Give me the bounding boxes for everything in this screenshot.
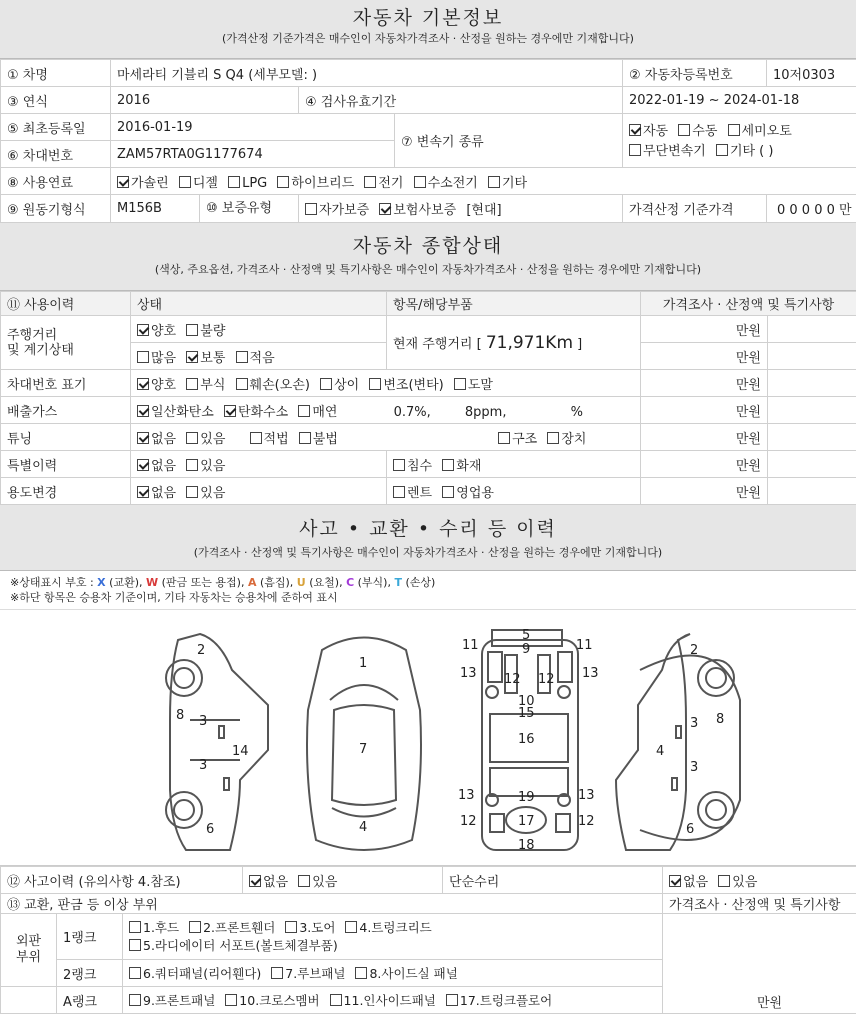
special-opt-flood[interactable]: 침수 — [393, 459, 432, 474]
rank1-item-door[interactable]: 3.도어 — [285, 920, 335, 935]
exchange-label: ⑬ 교환, 판금 등 이상 부위 — [1, 894, 663, 914]
price-basis-label: 가격산정 기준가격 — [623, 195, 767, 223]
part-num-19-under: 19 — [518, 790, 535, 805]
trans-opt-semi[interactable]: 세미오토 — [728, 124, 792, 139]
mileage-opt-many[interactable]: 많음 — [137, 351, 176, 366]
basic-info-title: 자동차 기본정보 — [352, 7, 504, 29]
checkbox-icon[interactable] — [330, 994, 342, 1006]
emission-label: 배출가스 — [1, 397, 131, 424]
part-num-7-top: 7 — [359, 742, 368, 757]
rankA-label: A랭크 — [57, 987, 123, 1014]
checkbox-icon[interactable] — [716, 144, 728, 156]
emission-opt-co[interactable]: 일산화탄소 — [137, 405, 214, 420]
usage-opt-rent[interactable]: 렌트 — [393, 486, 432, 501]
checkbox-icon[interactable] — [137, 486, 149, 498]
part-num-4-right: 4 — [656, 744, 665, 759]
checkbox-icon[interactable] — [129, 967, 141, 979]
fuel-opt-gasoline[interactable]: 가솔린 — [117, 176, 169, 191]
special-label: 특별이력 — [1, 451, 131, 478]
special-price: 만원 — [641, 451, 768, 478]
part-num-3b-right: 3 — [690, 760, 699, 775]
warranty-opt-self[interactable]: 자가보증 — [305, 203, 369, 218]
legend-a: A (흠집), — [247, 576, 297, 589]
vin-label: ⑥ 차대번호 — [1, 141, 111, 168]
vin-mark-label: 차대번호 표기 — [1, 370, 131, 397]
exchange-price-cell — [663, 914, 856, 1014]
vin-mark-opt-good[interactable]: 양호 — [137, 378, 176, 393]
tuning-label: 튜닝 — [1, 424, 131, 451]
rankA-item-inside-panel[interactable]: 11.인사이드패널 — [330, 993, 436, 1008]
warranty-opt-insurer[interactable]: 보험사보증 — [379, 203, 456, 218]
accident-title: 사고 • 교환 • 수리 등 이력 — [299, 518, 557, 540]
part-num-5-under: 5 — [522, 628, 531, 643]
emission-hc-value: 8ppm, — [464, 404, 507, 420]
part-num-12d-under: 12 — [578, 814, 595, 829]
checkbox-icon[interactable] — [186, 486, 198, 498]
rank2-label: 2랭크 — [57, 960, 123, 987]
mileage-price-2: 만원 — [641, 343, 768, 370]
transmission-options — [623, 114, 856, 168]
part-num-12b-under: 12 — [538, 672, 555, 687]
tuning-price: 만원 — [641, 424, 768, 451]
checkbox-icon[interactable] — [498, 432, 510, 444]
checkbox-icon[interactable] — [137, 405, 149, 417]
emission-pct: % — [570, 404, 583, 420]
usage-opt-none[interactable]: 없음 — [137, 486, 176, 501]
blank-cell — [1, 987, 57, 1014]
fuel-opt-electric[interactable]: 전기 — [364, 176, 403, 191]
blank-cell — [768, 397, 856, 424]
vin-mark-opt-corrosion[interactable]: 부식 — [186, 378, 225, 393]
checkbox-icon[interactable] — [137, 459, 149, 471]
rank1-item-radiator-support[interactable]: 5.라디에이터 서포트(볼트체결부품) — [129, 938, 338, 953]
part-num-3a-left: 3 — [199, 714, 208, 729]
checkbox-icon[interactable] — [117, 176, 129, 188]
basic-info-header — [0, 0, 856, 59]
tuning-options — [131, 424, 641, 451]
mileage-opt-few[interactable]: 적음 — [236, 351, 275, 366]
legend-u: U (요철), — [296, 576, 347, 589]
fuel-opt-hybrid[interactable]: 하이브리드 — [277, 176, 354, 191]
checkbox-icon[interactable] — [271, 967, 283, 979]
first-reg-label: ⑤ 최초등록일 — [1, 114, 111, 141]
status-title: 자동차 종합상태 — [352, 235, 504, 257]
checkbox-icon[interactable] — [129, 921, 141, 933]
rankA-items — [123, 987, 663, 1014]
accident-opt-yes[interactable]: 있음 — [298, 875, 337, 890]
rank1-item-trunk-lid[interactable]: 4.트렁크리드 — [345, 920, 431, 935]
checkbox-icon[interactable] — [277, 176, 289, 188]
blank-cell — [768, 370, 856, 397]
checkbox-icon[interactable] — [186, 459, 198, 471]
exchange-price-unit: 만원 — [756, 996, 783, 1011]
special-opt-yes[interactable]: 있음 — [186, 459, 225, 474]
checkbox-icon[interactable] — [669, 875, 681, 887]
mileage-opt-good[interactable]: 양호 — [137, 324, 176, 339]
checkbox-icon[interactable] — [446, 994, 458, 1006]
trans-opt-manual[interactable]: 수동 — [678, 124, 717, 139]
tuning-opt-device[interactable]: 장치 — [547, 432, 586, 447]
checkbox-icon[interactable] — [678, 124, 690, 136]
checkbox-icon[interactable] — [129, 939, 141, 951]
rankA-item-front-panel[interactable]: 9.프론트패널 — [129, 993, 215, 1008]
warranty-extra: [현대] — [466, 203, 502, 218]
checkbox-icon[interactable] — [454, 378, 466, 390]
part-num-14-left: 14 — [232, 744, 249, 759]
checkbox-icon[interactable] — [298, 405, 310, 417]
mileage-label: 주행거리 및 계기상태 — [1, 316, 131, 370]
mileage-value: 71,971Km — [485, 332, 574, 353]
legend-note — [0, 571, 856, 610]
checkbox-icon[interactable] — [393, 459, 405, 471]
engine-warranty-cell — [111, 195, 299, 223]
part-num-17-under: 17 — [518, 814, 535, 829]
blank-cell — [768, 451, 856, 478]
checkbox-icon[interactable] — [369, 378, 381, 390]
part-num-8-left: 8 — [176, 708, 185, 723]
emission-options — [131, 397, 641, 424]
part-num-2-left: 2 — [197, 643, 206, 658]
basic-info-table — [0, 59, 856, 223]
reg-no-label: ② 자동차등록번호 — [623, 60, 767, 87]
part-num-6-left: 6 — [206, 822, 215, 837]
outer-panel-label: 외판 부위 — [1, 914, 57, 987]
fuel-opt-diesel[interactable]: 디젤 — [179, 176, 218, 191]
part-num-8-right: 8 — [716, 712, 725, 727]
special-opt-fire[interactable]: 화재 — [442, 459, 481, 474]
year-value: 2016 — [111, 87, 299, 114]
part-num-15-under: 15 — [518, 706, 535, 721]
emission-price: 만원 — [641, 397, 768, 424]
first-reg-value: 2016-01-19 — [111, 114, 395, 141]
rank1-label: 1랭크 — [57, 914, 123, 960]
vin-mark-opt-altered[interactable]: 변조(변타) — [369, 378, 443, 393]
status-header — [0, 223, 856, 291]
legend-note2: ※하단 항목은 승용차 기준이며, 기타 자동차는 승용차에 준하여 표시 — [10, 591, 338, 604]
blank-cell — [768, 424, 856, 451]
accident-table — [0, 866, 856, 1014]
fuel-opt-other[interactable]: 기타 — [488, 176, 527, 191]
rank1-item-hood[interactable]: 1.후드 — [129, 920, 179, 935]
part-num-4-top: 4 — [359, 820, 368, 835]
checkbox-icon[interactable] — [236, 351, 248, 363]
tuning-opt-structure[interactable]: 구조 — [498, 432, 537, 447]
repair-opt-yes[interactable]: 있음 — [718, 875, 757, 890]
usage-opt-yes[interactable]: 있음 — [186, 486, 225, 501]
year-label: ③ 연식 — [1, 87, 111, 114]
special-items — [387, 451, 641, 478]
mileage-price-1: 만원 — [641, 316, 768, 343]
part-num-12c-under: 12 — [460, 814, 477, 829]
vin-mark-price: 만원 — [641, 370, 768, 397]
checkbox-icon[interactable] — [186, 324, 198, 336]
col-price-header: 가격조사 · 산정액 및 특기사항 — [641, 292, 856, 316]
warranty-options — [299, 195, 623, 223]
accident-subtitle: (가격조사 · 산정액 및 특기사항은 매수인이 자동차가격조사 · 산정을 원하는 경우에만 기재합니다) — [193, 546, 663, 559]
part-num-18-under: 18 — [518, 838, 535, 853]
emission-co-value: 0.7%, — [393, 404, 431, 420]
checkbox-icon[interactable] — [189, 921, 201, 933]
checkbox-icon[interactable] — [137, 432, 149, 444]
vin-mark-opt-diff[interactable]: 상이 — [320, 378, 359, 393]
accident-history-label: ⑫ 사고이력 (유의사항 4.참조) — [1, 867, 243, 894]
part-num-10-under: 10 — [518, 694, 535, 709]
checkbox-icon[interactable] — [629, 144, 641, 156]
car-diagram-svg — [0, 610, 856, 866]
legend-w: W (판금 또는 용접), — [145, 576, 248, 589]
vin-mark-opt-smear[interactable]: 도말 — [454, 378, 493, 393]
checkbox-icon[interactable] — [186, 432, 198, 444]
checkbox-icon[interactable] — [345, 921, 357, 933]
part-num-16-under: 16 — [518, 732, 535, 747]
checkbox-icon[interactable] — [249, 875, 261, 887]
usage-price: 만원 — [641, 478, 768, 505]
checkbox-icon[interactable] — [364, 176, 376, 188]
fuel-opt-hydrogen[interactable]: 수소전기 — [414, 176, 478, 191]
checkbox-icon[interactable] — [186, 378, 198, 390]
col-state-header: 상태 — [131, 292, 387, 316]
vin-mark-opt-damage[interactable]: 훼손(오손) — [236, 378, 310, 393]
checkbox-icon[interactable] — [137, 378, 149, 390]
checkbox-icon[interactable] — [299, 432, 311, 444]
basic-info-subtitle: (가격산정 기준가격은 매수인이 자동차가격조사 · 산정을 원하는 경우에만 기재합니다) — [222, 32, 634, 45]
col-history-header: ⑪ 사용이력 — [1, 292, 131, 316]
rank1-item-front-fender[interactable]: 2.프론트휀더 — [189, 920, 275, 935]
fuel-options — [111, 168, 856, 195]
trans-opt-other[interactable]: 기타 ( ) — [716, 144, 774, 159]
rankA-item-trunk-floor[interactable]: 17.트렁크플로어 — [446, 993, 552, 1008]
vin-mark-options — [131, 370, 641, 397]
simple-repair-label: 단순수리 — [443, 867, 663, 894]
checkbox-icon[interactable] — [186, 351, 198, 363]
checkbox-icon[interactable] — [236, 378, 248, 390]
legend-line: ※상태표시 부호 : X (교환), W (판금 또는 용접), A (흠집), U (요철), C (부식), T (손상) — [10, 576, 436, 589]
mileage-state-2 — [131, 343, 387, 370]
usage-opt-business[interactable]: 영업용 — [442, 486, 494, 501]
warranty-label: ⑩ 보증유형 — [199, 195, 272, 222]
tuning-opt-legal[interactable]: 적법 — [250, 432, 289, 447]
tuning-opt-illegal[interactable]: 불법 — [299, 432, 338, 447]
rank2-items — [123, 960, 663, 987]
part-num-6-right: 6 — [686, 822, 695, 837]
checkbox-icon[interactable] — [547, 432, 559, 444]
checkbox-icon[interactable] — [488, 176, 500, 188]
car-name-value: 마세라티 기블리 S Q4 (세부모델: ) — [111, 60, 623, 87]
emission-opt-smoke[interactable]: 매연 — [298, 405, 337, 420]
blank-cell — [768, 343, 856, 370]
vin-value: ZAM57RTA0G1177674 — [111, 141, 395, 168]
rank2-item-side-sill[interactable]: 8.사이드실 패널 — [355, 966, 457, 981]
reg-no-value: 10저0303 — [767, 60, 856, 87]
usage-items — [387, 478, 641, 505]
mileage-current: 현재 주행거리 [ 71,971Km ] — [387, 316, 641, 370]
engine-label: ⑨ 원동기형식 — [1, 195, 111, 223]
checkbox-icon[interactable] — [137, 324, 149, 336]
checkbox-icon[interactable] — [224, 405, 236, 417]
mileage-opt-bad[interactable]: 불량 — [186, 324, 225, 339]
part-num-1-top: 1 — [359, 656, 368, 671]
legend-c: C (부식), — [346, 576, 395, 589]
tuning-opt-yes[interactable]: 있음 — [186, 432, 225, 447]
checkbox-icon[interactable] — [129, 994, 141, 1006]
checkbox-icon[interactable] — [355, 967, 367, 979]
simple-repair-options — [663, 867, 856, 894]
checkbox-icon[interactable] — [320, 378, 332, 390]
checkbox-icon[interactable] — [250, 432, 262, 444]
part-num-13b-under: 13 — [582, 666, 599, 681]
accident-opt-none[interactable]: 없음 — [249, 875, 288, 890]
repair-opt-none[interactable]: 없음 — [669, 875, 708, 890]
mileage-opt-normal[interactable]: 보통 — [186, 351, 225, 366]
checkbox-icon[interactable] — [629, 124, 641, 136]
accident-header — [0, 505, 856, 571]
part-num-12a-under: 12 — [504, 672, 521, 687]
car-name-label: ① 차명 — [1, 60, 111, 87]
tuning-opt-none[interactable]: 없음 — [137, 432, 176, 447]
part-num-11b-under: 11 — [576, 638, 593, 653]
inspection-value: 2022-01-19 ~ 2024-01-18 — [623, 87, 856, 114]
checkbox-icon[interactable] — [285, 921, 297, 933]
rank2-item-quarter-panel[interactable]: 6.쿼터패널(리어휀다) — [129, 966, 261, 981]
checkbox-icon[interactable] — [225, 994, 237, 1006]
blank-cell — [768, 478, 856, 505]
checkbox-icon[interactable] — [137, 351, 149, 363]
engine-value: M156B — [117, 201, 162, 216]
checkbox-icon[interactable] — [179, 176, 191, 188]
usage-label: 용도변경 — [1, 478, 131, 505]
checkbox-icon[interactable] — [442, 459, 454, 471]
checkbox-icon[interactable] — [414, 176, 426, 188]
inspection-label: ④ 검사유효기간 — [299, 87, 623, 114]
part-num-3a-right: 3 — [690, 716, 699, 731]
fuel-label: ⑧ 사용연료 — [1, 168, 111, 195]
col-item-header: 항목/해당부품 — [387, 292, 641, 316]
status-table — [0, 291, 856, 505]
legend-t: T (손상) — [394, 576, 436, 589]
special-options — [131, 451, 387, 478]
part-num-13d-under: 13 — [578, 788, 595, 803]
car-right-side — [616, 634, 740, 850]
trans-opt-auto[interactable]: 자동 — [629, 124, 668, 139]
part-num-13a-under: 13 — [460, 666, 477, 681]
checkbox-icon[interactable] — [228, 176, 240, 188]
legend-x: X (교환), — [97, 576, 146, 589]
part-num-2-right: 2 — [690, 643, 699, 658]
emission-opt-hc[interactable]: 탄화수소 — [224, 405, 288, 420]
price-basis-value: 0 0 0 0 0 만 — [767, 195, 856, 223]
checkbox-icon[interactable] — [298, 875, 310, 887]
part-num-11a-under: 11 — [462, 638, 479, 653]
rank1-items — [123, 914, 663, 960]
checkbox-icon[interactable] — [393, 486, 405, 498]
rank2-item-roof-panel[interactable]: 7.루브패널 — [271, 966, 345, 981]
checkbox-icon[interactable] — [718, 875, 730, 887]
trans-opt-cvt[interactable]: 무단변속기 — [629, 144, 706, 159]
blank-cell — [768, 316, 856, 343]
rankA-item-cross-member[interactable]: 10.크로스멤버 — [225, 993, 319, 1008]
checkbox-icon[interactable] — [379, 203, 391, 215]
status-subtitle: (색상, 주요옵션, 가격조사 · 산정액 및 특기사항은 매수인이 자동차가격조사 · 산정을 원하는 경우에만 기재합니다) — [154, 263, 702, 276]
checkbox-icon[interactable] — [728, 124, 740, 136]
fuel-opt-lpg[interactable]: LPG — [228, 176, 267, 191]
transmission-label: ⑦ 변속기 종류 — [395, 114, 623, 168]
car-left-side — [166, 634, 268, 850]
usage-options — [131, 478, 387, 505]
special-opt-none[interactable]: 없음 — [137, 459, 176, 474]
accident-history-options — [243, 867, 443, 894]
mileage-state-1 — [131, 316, 387, 343]
part-num-9-under: 9 — [522, 642, 531, 657]
checkbox-icon[interactable] — [305, 203, 317, 215]
exchange-price-header: 가격조사 · 산정액 및 특기사항 — [663, 894, 856, 914]
checkbox-icon[interactable] — [442, 486, 454, 498]
part-num-3b-left: 3 — [199, 758, 208, 773]
car-diagram — [0, 610, 856, 866]
part-num-13c-under: 13 — [458, 788, 475, 803]
